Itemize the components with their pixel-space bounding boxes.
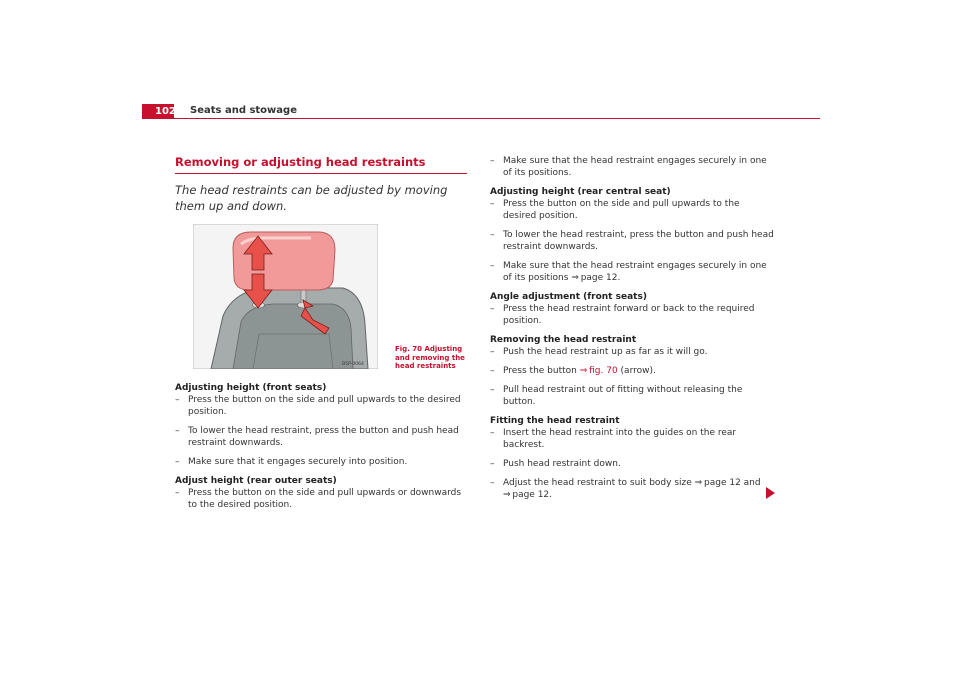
page-reference[interactable]: page 12. <box>580 273 621 283</box>
continue-arrow-icon <box>766 487 775 499</box>
step: – Adjust the head restraint to suit body size ⇒ page 12 and ⇒ page 12. <box>490 478 761 500</box>
heading-rear-outer-seats: Adjust height (rear outer seats) <box>175 476 337 486</box>
section-intro: The head restraints can be adjusted by moving them up and down. <box>175 183 448 213</box>
heading-angle-adjustment: Angle adjustment (front seats) <box>490 292 647 302</box>
left-column <box>175 155 467 518</box>
figure <box>175 224 467 374</box>
heading-removing: Removing the head restraint <box>490 335 637 345</box>
heading-fitting: Fitting the head restraint <box>490 416 620 426</box>
ref-arrow-icon: ⇒ <box>571 273 579 283</box>
heading-front-seats: Adjusting height (front seats) <box>175 383 327 393</box>
step: – Press the button on the side and pull upwards to the desired position. <box>490 199 740 221</box>
step: – Make sure that the head restraint engages securely in one of its positions ⇒ page 12. <box>490 261 767 283</box>
step: – To lower the head restraint, press the button and push head restraint downwards. <box>490 230 774 252</box>
page-reference[interactable]: page 12 and <box>704 478 761 488</box>
step: – Press the button on the side and pull upwards or downwards to the desired position. <box>175 488 462 510</box>
section-title: Removing or adjusting head restraints <box>175 155 467 174</box>
heading-rear-central-seat: Adjusting height (rear central seat) <box>490 187 671 197</box>
step: – Insert the head restraint into the guides on the rear backrest. <box>490 428 737 450</box>
step: – Pull head restraint out of fitting without releasing the button. <box>490 385 743 407</box>
figure-caption: Fig. 70 Adjusting and removing the head restraints <box>395 345 465 370</box>
step: – Make sure that it engages securely into position. <box>175 457 408 467</box>
page-reference[interactable]: page 12. <box>512 490 553 500</box>
right-column <box>490 155 775 508</box>
ref-arrow-icon: ⇒ <box>694 478 703 488</box>
page-header-title: Seats and stowage <box>190 105 297 116</box>
figure-code: B5P-0064 <box>342 362 364 367</box>
step: – Press the head restraint forward or back to the required position. <box>490 304 755 326</box>
header-divider <box>142 118 820 119</box>
figure-reference[interactable]: ⇒ fig. 70 <box>579 366 618 376</box>
headrest-illustration <box>193 224 378 369</box>
step: – Push the head restraint up as far as it will go. <box>490 347 708 357</box>
step: – Push head restraint down. <box>490 459 621 469</box>
page-number: 102 <box>142 104 174 119</box>
step: – Make sure that the head restraint engages securely in one of its positions. <box>490 156 767 178</box>
step: – Press the button on the side and pull upwards to the desired position. <box>175 395 461 417</box>
step: – To lower the head restraint, press the button and push head restraint downwards. <box>175 426 459 448</box>
ref-arrow-icon: ⇒ <box>503 490 511 500</box>
step: – Press the button ⇒ fig. 70 (arrow). <box>490 366 656 376</box>
